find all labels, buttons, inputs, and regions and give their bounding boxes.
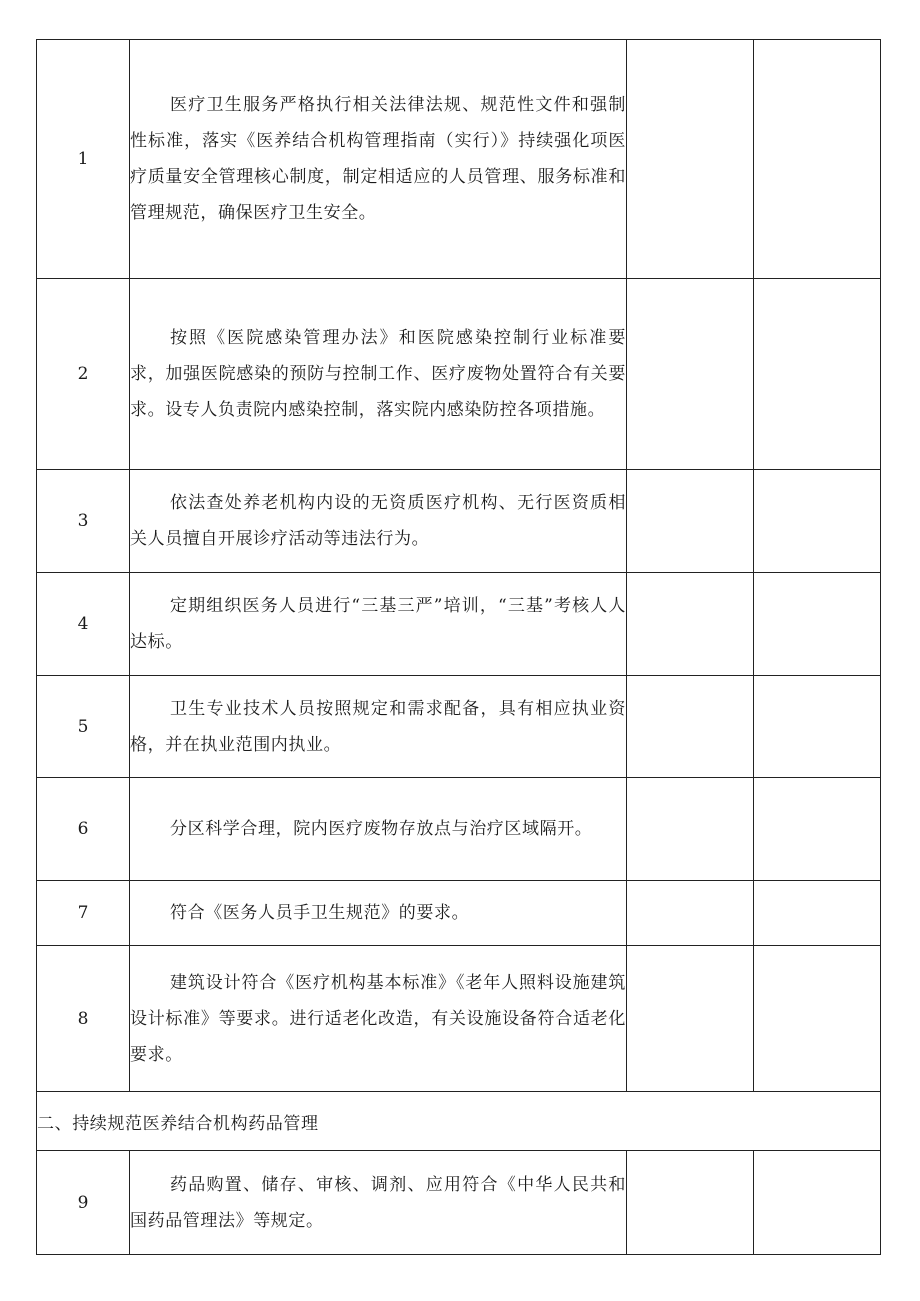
row-number: 3 xyxy=(37,470,130,573)
table-row xyxy=(37,676,881,778)
blank-cell xyxy=(627,279,754,470)
row-number: 8 xyxy=(37,946,130,1092)
blank-cell xyxy=(627,778,754,881)
row-number: 4 xyxy=(37,573,130,676)
row-content xyxy=(130,778,627,881)
row-text: 分区科学合理，院内医疗废物存放点与治疗区域隔开。 xyxy=(170,819,593,839)
row-content xyxy=(130,676,627,778)
table-row xyxy=(37,1151,881,1255)
row-number: 6 xyxy=(37,778,130,881)
table-row xyxy=(37,279,881,470)
blank-cell xyxy=(754,676,881,778)
blank-cell xyxy=(627,676,754,778)
table-row xyxy=(37,881,881,946)
row-text: 符合《医务人员手卫生规范》的要求。 xyxy=(170,903,470,923)
table-row xyxy=(37,946,881,1092)
row-text: 按照《医院感染管理办法》和医院感染控制行业标准要求，加强医院感染的预防与控制工作、医疗废物处置符合有关要求。设专人负责院内感染控制，落实院内感染防控各项措施。 xyxy=(130,328,626,420)
row-text: 定期组织医务人员进行“三基三严”培训，“三基”考核人人达标。 xyxy=(130,596,626,652)
blank-cell xyxy=(627,573,754,676)
row-content xyxy=(130,946,627,1092)
row-text: 药品购置、储存、审核、调剂、应用符合《中华人民共和国药品管理法》等规定。 xyxy=(130,1174,626,1231)
row-number: 7 xyxy=(37,881,130,946)
blank-cell xyxy=(627,40,754,279)
row-content xyxy=(130,1151,627,1255)
row-text: 医疗卫生服务严格执行相关法律法规、规范性文件和强制性标准，落实《医养结合机构管理指南（实行）》持续强化项医疗质量安全管理核心制度，制定相适应的人员管理、服务标准和管理规范，确保医疗卫生安全。 xyxy=(130,95,626,223)
blank-cell xyxy=(754,778,881,881)
blank-cell xyxy=(627,946,754,1092)
row-number: 2 xyxy=(37,279,130,470)
row-text: 依法查处养老机构内设的无资质医疗机构、无行医资质相关人员擅自开展诊疗活动等违法行为。 xyxy=(130,493,626,549)
row-number: 5 xyxy=(37,676,130,778)
blank-cell xyxy=(627,881,754,946)
row-content xyxy=(130,470,627,573)
blank-cell xyxy=(754,881,881,946)
table-row xyxy=(37,40,881,279)
row-number: 9 xyxy=(37,1151,130,1255)
blank-cell xyxy=(754,470,881,573)
row-text: 建筑设计符合《医疗机构基本标准》《老年人照料设施建筑设计标准》等要求。进行适老化改造，有关设施设备符合适老化要求。 xyxy=(130,972,626,1065)
blank-cell xyxy=(754,279,881,470)
blank-cell xyxy=(754,946,881,1092)
blank-cell xyxy=(754,40,881,279)
blank-cell xyxy=(754,1151,881,1255)
row-text: 卫生专业技术人员按照规定和需求配备，具有相应执业资格，并在执业范围内执业。 xyxy=(130,698,626,755)
row-content xyxy=(130,279,627,470)
row-content xyxy=(130,40,627,279)
section-row xyxy=(37,1092,881,1151)
row-number: 1 xyxy=(37,40,130,279)
row-content xyxy=(130,573,627,676)
checklist-table xyxy=(36,39,881,1255)
section-heading: 二、持续规范医养结合机构药品管理 xyxy=(37,1092,881,1151)
blank-cell xyxy=(754,573,881,676)
table-row xyxy=(37,470,881,573)
row-content xyxy=(130,881,627,946)
blank-cell xyxy=(627,1151,754,1255)
table-row xyxy=(37,778,881,881)
table-row xyxy=(37,573,881,676)
blank-cell xyxy=(627,470,754,573)
